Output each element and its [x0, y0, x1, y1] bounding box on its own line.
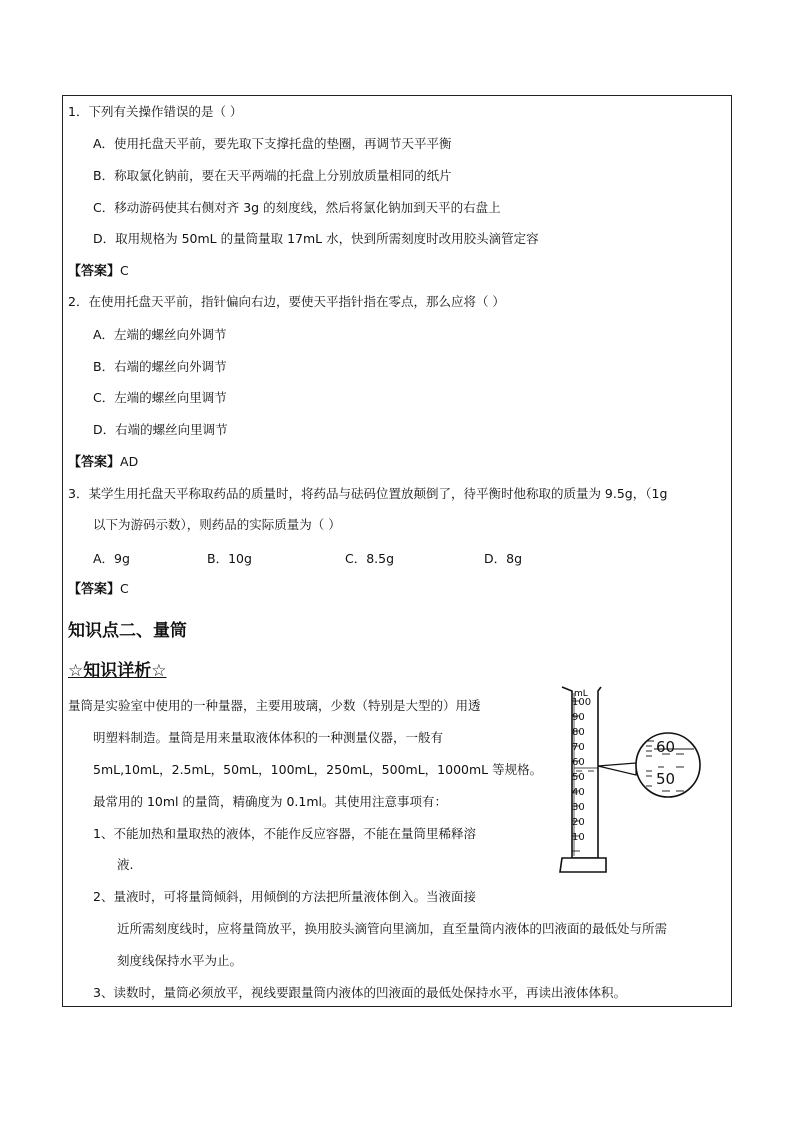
graduated-cylinder-figure [558, 683, 718, 878]
answer-label: 【答案】 [68, 264, 121, 279]
q3-option-a: A．9g [93, 551, 130, 566]
magnifier-pointer [598, 763, 636, 775]
q1-option-b: B．称取氯化钠前，要在天平两端的托盘上分别放质量相同的纸片 [93, 168, 452, 183]
paragraph-line-3: 5mL,10mL，2.5mL，50mL，100mL，250mL，500mL，1000mL 等规格。 [93, 762, 543, 777]
q3-option-d: D．8g [484, 551, 523, 566]
section-title: 知识点二、量筒 [68, 621, 187, 641]
q1-option-c: C．移动游码使其右侧对齐 3g 的刻度线，然后将氯化钠加到天平的右盘上 [93, 200, 501, 215]
answer-value: C [120, 263, 129, 278]
note-2-line-1: 2、量液时，可将量筒倾斜，用倾倒的方法把所量液体倒入。当液面接 [93, 889, 476, 904]
q1-answer [68, 263, 129, 280]
cylinder-unit-label: mL [574, 689, 588, 699]
scale-label-50: 50 [572, 772, 585, 783]
note-2-line-2: 近所需刻度线时，应将量筒放平，换用胶头滴管向里滴加，直至量筒内液体的凹液面的最低处与所需 [117, 921, 668, 936]
paragraph-line-4: 最常用的 10ml 的量筒，精确度为 0.1ml。其使用注意事项有： [93, 794, 448, 809]
scale-label-20: 20 [572, 817, 585, 828]
scale-label-30: 30 [572, 802, 585, 813]
q2-option-d: D．右端的螺丝向里调节 [93, 422, 228, 437]
note-1-line-1: 1、不能加热和量取热的液体，不能作反应容器，不能在量筒里稀释溶 [93, 826, 476, 841]
liquid-surface [574, 768, 598, 771]
q2-option-a: A．左端的螺丝向外调节 [93, 327, 227, 342]
answer-label: 【答案】 [68, 455, 121, 470]
q2-answer [68, 454, 138, 471]
q3-stem-line1: 3．某学生用托盘天平称取药品的质量时，将药品与砝码位置放颠倒了，待平衡时他称取的质量为 9.5g，（1g [68, 486, 668, 501]
q3-option-c: C．8.5g [345, 551, 395, 566]
scale-label-40: 40 [572, 787, 585, 798]
q3-answer [68, 581, 129, 598]
scale-label-80: 80 [572, 727, 585, 738]
scale-label-10: 10 [572, 832, 585, 843]
q1-stem: 1．下列有关操作错误的是（ ） [68, 104, 243, 119]
q1-option-d: D．取用规格为 50mL 的量筒量取 17mL 水，快到所需刻度时改用胶头滴管定容 [93, 231, 539, 246]
magnifier-label-60: 60 [656, 738, 676, 756]
scale-label-90: 90 [572, 712, 585, 723]
q3-option-b: B．10g [207, 551, 252, 566]
note-2-line-3: 刻度线保持水平为止。 [117, 953, 243, 968]
note-3: 3、读数时，量筒必须放平，视线要跟量筒内液体的凹液面的最低处保持水平，再读出液体体积。 [93, 985, 626, 1000]
answer-label: 【答案】 [68, 582, 121, 597]
cylinder-scale-labels [572, 697, 591, 843]
scale-label-100: 100 [572, 697, 592, 708]
q2-option-b: B．右端的螺丝向外调节 [93, 359, 227, 374]
answer-value: C [120, 581, 129, 596]
q2-stem: 2．在使用托盘天平前，指针偏向右边，要使天平指针指在零点，那么应将（ ） [68, 294, 505, 309]
cylinder-base [560, 858, 606, 872]
paragraph-line-2: 明塑料制造。量筒是用来量取液体体积的一种测量仪器，一般有 [93, 730, 444, 745]
scale-label-70: 70 [572, 742, 585, 753]
answer-value: AD [120, 454, 139, 469]
paragraph-line-1: 量筒是实验室中使用的一种量器，主要用玻璃，少数（特别是大型的）用透 [68, 698, 481, 713]
q2-option-c: C．左端的螺丝向里调节 [93, 390, 227, 405]
q3-stem-line2: 以下为游码示数），则药品的实际质量为（ ） [93, 517, 341, 532]
note-1-line-2: 液. [117, 857, 134, 872]
magnifier-label-50: 50 [656, 770, 676, 788]
scale-label-60: 60 [572, 757, 585, 768]
q1-option-a: A．使用托盘天平前，要先取下支撑托盘的垫圈，再调节天平平衡 [93, 136, 452, 151]
section-subtitle: ☆知识详析☆ [68, 661, 167, 681]
